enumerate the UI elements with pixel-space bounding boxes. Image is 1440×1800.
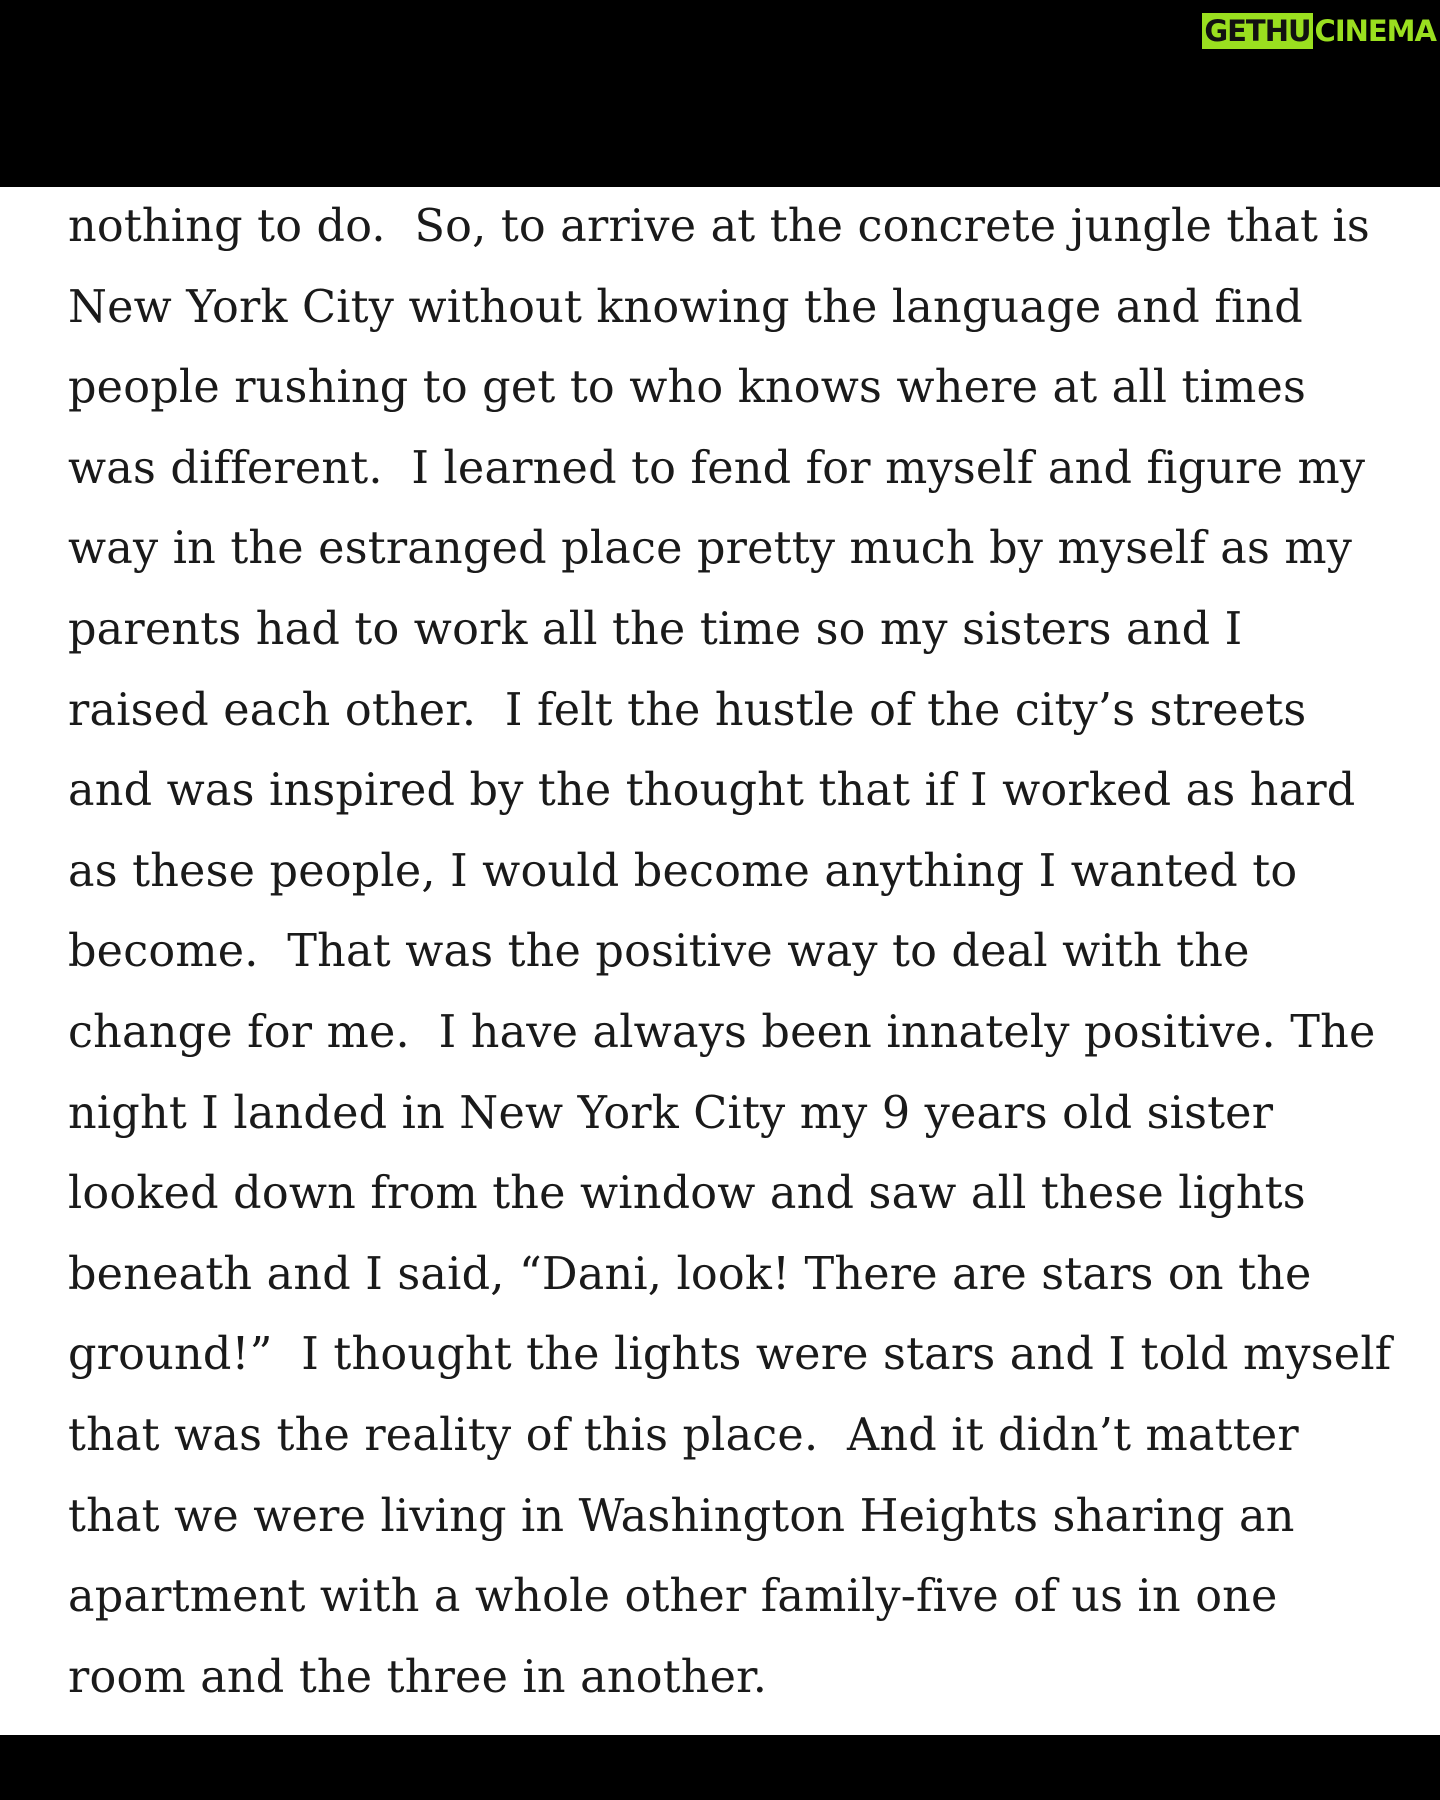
text-line: that was the reality of this place. And it didn’t matter bbox=[68, 1409, 1299, 1461]
top-black-bar bbox=[0, 0, 1440, 187]
watermark-right-text: CINEMA bbox=[1314, 14, 1436, 48]
text-line: room and the three in another. bbox=[68, 1651, 768, 1703]
text-line: raised each other. I felt the hustle of the city’s streets bbox=[68, 684, 1307, 736]
text-line: night I landed in New York City my 9 years old sister bbox=[68, 1087, 1274, 1139]
text-line: ground!” I thought the lights were stars and I told myself bbox=[68, 1329, 1392, 1381]
text-line: change for me. I have always been innately positive. The bbox=[68, 1006, 1376, 1058]
text-line: way in the estranged place pretty much by myself as my bbox=[68, 523, 1353, 575]
text-line: parents had to work all the time so my sisters and I bbox=[68, 603, 1243, 655]
body-paragraph bbox=[68, 187, 1398, 1718]
text-line: apartment with a whole other family-five of us in one bbox=[68, 1571, 1278, 1623]
text-line: was different. I learned to fend for myself and figure my bbox=[68, 442, 1366, 494]
text-line: New York City without knowing the language and find bbox=[68, 281, 1303, 333]
text-line: become. That was the positive way to deal with the bbox=[68, 926, 1250, 978]
text-line: looked down from the window and saw all these lights bbox=[68, 1168, 1306, 1220]
text-line: as these people, I would become anything I wanted to bbox=[68, 845, 1298, 897]
text-line: that we were living in Washington Heights sharing an bbox=[68, 1490, 1295, 1542]
bottom-black-bar bbox=[0, 1735, 1440, 1800]
watermark-logo bbox=[1202, 13, 1436, 49]
text-line: beneath and I said, “Dani, look! There are stars on the bbox=[68, 1248, 1312, 1300]
watermark-left-text: GETHU bbox=[1204, 14, 1311, 48]
text-line: nothing to do. So, to arrive at the concrete jungle that is bbox=[68, 201, 1370, 252]
text-line: and was inspired by the thought that if I worked as hard bbox=[68, 765, 1356, 817]
text-line: people rushing to get to who knows where at all times bbox=[68, 362, 1307, 414]
document-page bbox=[0, 187, 1440, 1735]
